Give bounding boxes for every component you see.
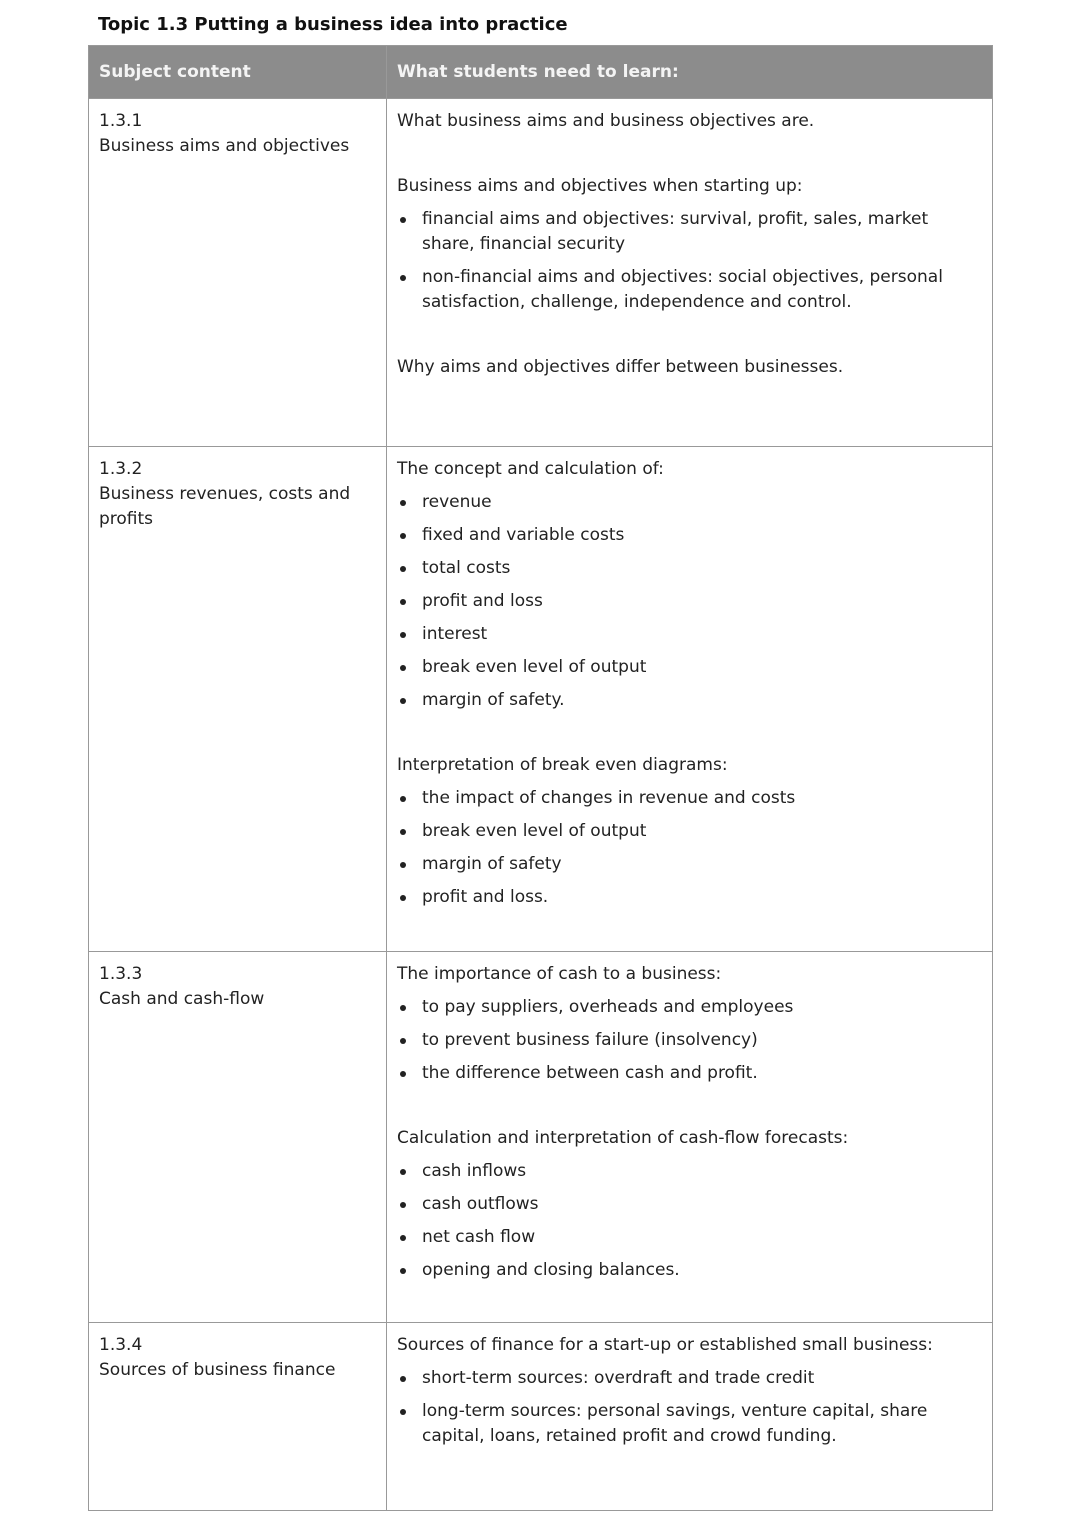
bullet-item: total costs [422, 556, 952, 581]
section-heading: Why aims and objectives differ between businesses. [397, 357, 844, 377]
subject-name: Business aims and objectives [99, 136, 350, 156]
table-row [89, 447, 993, 952]
subject-code: 1.3.4 [99, 1335, 143, 1355]
learning-section [397, 355, 982, 380]
page-title: Topic 1.3 Putting a business idea into practice [98, 14, 568, 35]
section-heading: Business aims and objectives when starting up: [397, 176, 803, 196]
learning-section [397, 1333, 982, 1449]
bullet-item: the impact of changes in revenue and costs [422, 786, 952, 811]
learning-section [397, 109, 982, 134]
bullet-list [397, 1366, 982, 1449]
bullet-item: cash inflows [422, 1159, 952, 1184]
subject-code: 1.3.3 [99, 964, 143, 984]
learning-section [397, 174, 982, 315]
bullet-list [397, 1159, 982, 1283]
subject-name: Business revenues, costs and profits [99, 484, 351, 529]
bullet-item: to prevent business failure (insolvency) [422, 1028, 952, 1053]
bullet-item: the difference between cash and profit. [422, 1061, 952, 1086]
bullet-item: break even level of output [422, 819, 952, 844]
section-heading: The importance of cash to a business: [397, 964, 722, 984]
bullet-item: to pay suppliers, overheads and employees [422, 995, 952, 1020]
bullet-item: non-financial aims and objectives: social objectives, personal satisfaction, challenge, independence and control. [422, 265, 952, 315]
bullet-item: short-term sources: overdraft and trade credit [422, 1366, 952, 1391]
bullet-item: fixed and variable costs [422, 523, 952, 548]
section-heading: What business aims and business objectives are. [397, 111, 815, 131]
bullet-item: profit and loss [422, 589, 952, 614]
bullet-list [397, 490, 982, 713]
table-row [89, 1323, 993, 1511]
section-heading: Interpretation of break even diagrams: [397, 755, 728, 775]
bullet-list [397, 207, 982, 315]
section-heading: Sources of finance for a start-up or established small business: [397, 1335, 933, 1355]
subject-name: Cash and cash-flow [99, 989, 265, 1009]
learning-section [397, 753, 982, 910]
subject-name: Sources of business finance [99, 1360, 336, 1380]
bullet-item: financial aims and objectives: survival, profit, sales, market share, financial security [422, 207, 952, 257]
learning-cell [387, 1323, 993, 1511]
subject-code: 1.3.2 [99, 459, 143, 479]
learning-cell [387, 99, 993, 447]
section-heading: Calculation and interpretation of cash-flow forecasts: [397, 1128, 849, 1148]
header-what-students-learn: What students need to learn: [387, 46, 993, 99]
subject-cell [89, 1323, 387, 1511]
bullet-item: opening and closing balances. [422, 1258, 952, 1283]
table-row [89, 99, 993, 447]
learning-section [397, 962, 982, 1086]
bullet-item: break even level of output [422, 655, 952, 680]
learning-cell [387, 952, 993, 1323]
section-heading: The concept and calculation of: [397, 459, 664, 479]
subject-cell [89, 447, 387, 952]
subject-cell [89, 952, 387, 1323]
bullet-item: margin of safety [422, 852, 952, 877]
bullet-item: revenue [422, 490, 952, 515]
content-table [88, 45, 993, 1511]
learning-section [397, 457, 982, 713]
subject-cell [89, 99, 387, 447]
table-row [89, 952, 993, 1323]
learning-section [397, 1126, 982, 1283]
bullet-item: long-term sources: personal savings, venture capital, share capital, loans, retained profit and crowd funding. [422, 1399, 952, 1449]
bullet-list [397, 995, 982, 1086]
bullet-item: cash outflows [422, 1192, 952, 1217]
bullet-item: profit and loss. [422, 885, 952, 910]
bullet-list [397, 786, 982, 910]
bullet-item: net cash flow [422, 1225, 952, 1250]
bullet-item: interest [422, 622, 952, 647]
header-subject-content: Subject content [89, 46, 387, 99]
bullet-item: margin of safety. [422, 688, 952, 713]
learning-cell [387, 447, 993, 952]
subject-code: 1.3.1 [99, 111, 143, 131]
